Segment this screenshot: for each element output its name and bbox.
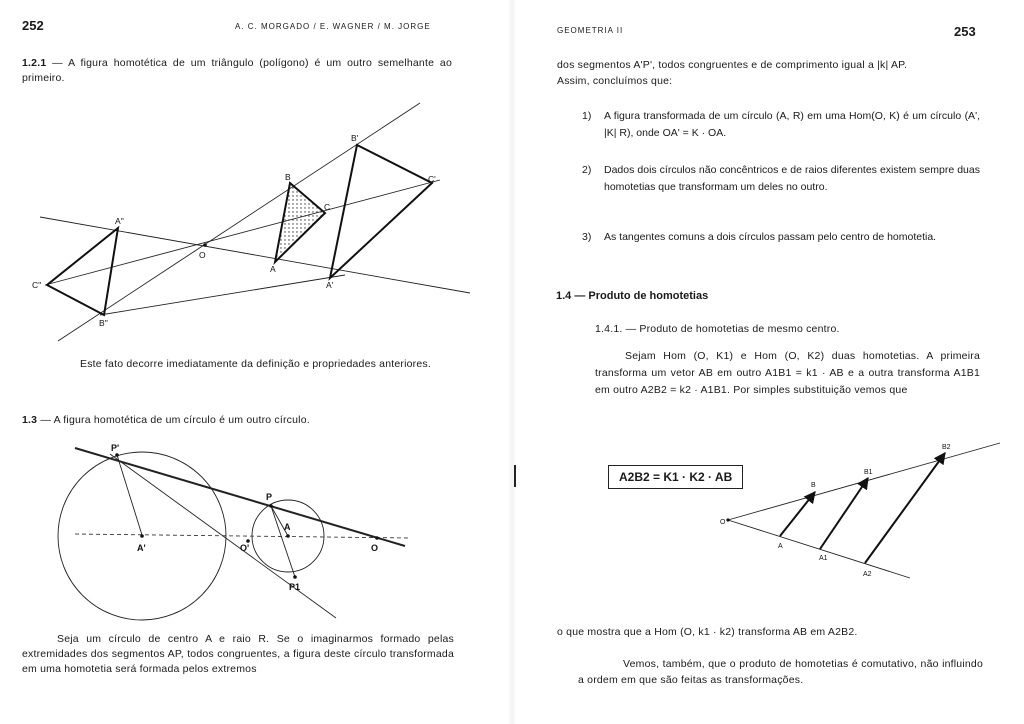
item-number: 2) bbox=[582, 164, 592, 176]
label-o: O bbox=[720, 519, 726, 526]
figure-homothetic-circles bbox=[0, 438, 505, 623]
point-p bbox=[269, 504, 273, 508]
point-o bbox=[375, 536, 379, 540]
label-p1: P1 bbox=[289, 582, 301, 592]
figure-homothetic-triangles bbox=[0, 95, 505, 350]
label-a: A bbox=[270, 264, 276, 274]
label-b-prime: B' bbox=[351, 133, 359, 143]
item-number: 1) bbox=[582, 110, 592, 122]
label-p-prime: P' bbox=[111, 443, 120, 453]
section-1-3 bbox=[22, 413, 452, 428]
label-c-prime: C' bbox=[428, 174, 436, 184]
section-1-2-1 bbox=[22, 56, 452, 86]
point-p1 bbox=[293, 575, 297, 579]
conclusion-line: o que mostra que a Hom (O, k1 · k2) transforma AB em A2B2. bbox=[557, 626, 858, 638]
center-line bbox=[75, 534, 410, 538]
item-text: As tangentes comuns a dois círculos passam pelo centro de homotetia. bbox=[604, 231, 937, 243]
label-a-double-prime: A'' bbox=[115, 216, 124, 226]
label-a-prime: A' bbox=[137, 543, 146, 553]
running-head-right: GEOMETRIA II bbox=[557, 26, 624, 35]
triangle-a1b1c1 bbox=[330, 145, 432, 278]
label-o: O bbox=[371, 543, 379, 553]
line-p-prime-to-o bbox=[75, 448, 405, 546]
label-a: A bbox=[778, 543, 783, 550]
section-1-4-heading: 1.4 — Produto de homotetias bbox=[556, 290, 709, 302]
ray-b bbox=[728, 443, 1000, 520]
vector-ab bbox=[780, 492, 815, 536]
label-c: C bbox=[324, 202, 331, 212]
point-p-prime bbox=[115, 453, 119, 457]
label-a-prime: A' bbox=[326, 280, 334, 290]
margin-mark bbox=[514, 465, 516, 487]
section-text: — A figura homotética de um triângulo (polígono) é um outro semelhante ao primeiro. bbox=[22, 57, 452, 84]
triangle-abc bbox=[275, 183, 325, 262]
item-text: A figura transformada de um círculo (A, R) em uma Hom(O, K) é um círculo (A', |K| R), onde OA' = K · OA. bbox=[604, 110, 980, 139]
ray-c bbox=[45, 180, 440, 285]
page-number-right: 253 bbox=[954, 24, 976, 39]
ray-upper bbox=[58, 103, 420, 341]
label-a1: A1 bbox=[819, 555, 828, 562]
item-number: 3) bbox=[582, 231, 592, 243]
label-o-prime: O' bbox=[240, 543, 250, 553]
label-b: B bbox=[811, 482, 816, 489]
origin-point bbox=[726, 518, 729, 521]
final-paragraph: Vemos, também, que o produto de homotetias é comutativo, não influindo a ordem em que são feitas as transformações. bbox=[578, 658, 983, 686]
ray-a bbox=[100, 275, 345, 315]
page-number-left: 252 bbox=[22, 18, 44, 33]
section-1-4-1-heading: 1.4.1. — Produto de homotetias de mesmo centro. bbox=[595, 323, 840, 335]
label-b1: B1 bbox=[864, 469, 873, 476]
intro-line-1: dos segmentos A'P', todos congruentes e de comprimento igual a |k| AP. bbox=[557, 59, 908, 71]
figure1-caption: Este fato decorre imediatamente da definição e propriedades anteriores. bbox=[80, 358, 431, 370]
intro-line-2: Assim, concluímos que: bbox=[557, 75, 673, 87]
section-text: — A figura homotética de um círculo é um outro círculo. bbox=[40, 414, 310, 426]
left-page bbox=[0, 0, 505, 724]
label-a2: A2 bbox=[863, 571, 872, 578]
label-o: O bbox=[199, 250, 206, 260]
line-p-prime-to-p1 bbox=[110, 454, 336, 618]
section-number: 1.2.1 bbox=[22, 57, 47, 69]
conclusion-item-1 bbox=[582, 108, 980, 148]
running-head-left: A. C. MORGADO / E. WAGNER / M. JORGE bbox=[235, 22, 431, 31]
ray-horizontal bbox=[40, 217, 470, 293]
triangle-a2b2c2 bbox=[47, 228, 118, 315]
right-page bbox=[520, 0, 1024, 724]
point-a bbox=[286, 534, 290, 538]
figure-product-homotheties bbox=[720, 438, 1010, 588]
label-a: A bbox=[284, 522, 291, 532]
vector-a1b1 bbox=[820, 478, 868, 549]
conclusion-item-2 bbox=[582, 162, 980, 216]
center-o-point bbox=[203, 243, 207, 247]
boxed-formula: A2B2 = K1 · K2 · AB bbox=[608, 465, 743, 489]
label-b: B bbox=[285, 172, 291, 182]
label-c-double-prime: C'' bbox=[32, 280, 42, 290]
section-number: 1.3 bbox=[22, 414, 38, 426]
section-1-4-1-paragraph: Sejam Hom (O, K1) e Hom (O, K2) duas homotetias. A primeira transforma um vetor AB em outro A1B1 = k1 · AB e a outra transforma A1B1 em outro A2B2 = k2 · A1B1. Por simples substituição vemos que bbox=[595, 350, 980, 396]
ray-a bbox=[728, 520, 910, 578]
book-gutter bbox=[508, 0, 516, 724]
bottom-paragraph: Seja um círculo de centro A e raio R. Se o imaginarmos formado pelas extremidades dos segmentos AP, todos congruentes, a figura deste círculo transformada em uma homotetia será formada pelos extremos bbox=[22, 633, 454, 675]
label-b-double-prime: B'' bbox=[99, 318, 108, 328]
segment-p-p1 bbox=[271, 506, 295, 577]
label-b2: B2 bbox=[942, 444, 951, 451]
conclusion-item-3 bbox=[582, 229, 980, 269]
label-p: P bbox=[266, 492, 273, 502]
point-a-prime bbox=[140, 534, 144, 538]
item-text: Dados dois círculos não concêntricos e de raios diferentes existem sempre duas homotetias que transformam um deles no outro. bbox=[604, 164, 980, 193]
